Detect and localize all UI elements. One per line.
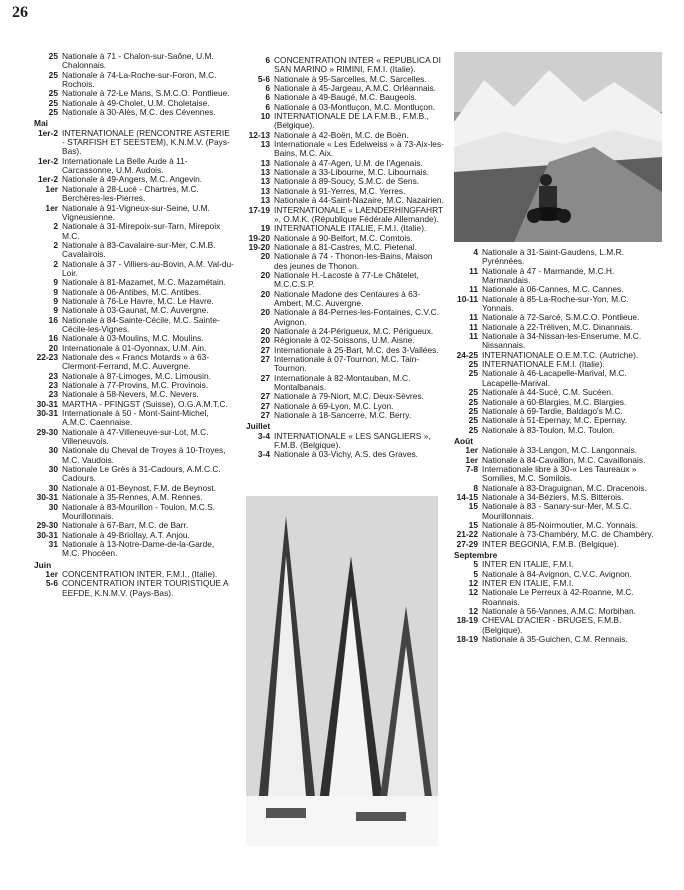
event-date: 25	[468, 396, 478, 407]
event-date: 15	[468, 519, 478, 530]
event-date: 5-6	[257, 73, 270, 84]
event-description: Nationale à 49-Baugé, M.C. Baugeois.	[274, 92, 417, 103]
event-date: 9	[53, 295, 58, 306]
event-date: 10-11	[457, 293, 478, 304]
event-description: Nationale à 91-Vigneux-sur-Seine, U.M. Vigneusienne.	[62, 202, 210, 222]
event-description: Nationale à 72-Le Mans, S.M.C.O. Pontlieue.	[62, 88, 230, 99]
event-description: Nationale à 28-Lucé - Chartres, M.C. Berchères-les-Pierres.	[62, 183, 199, 204]
event-description: INTERNATIONALE ITALIE, F.M.I. (Italie).	[274, 223, 427, 234]
event-date: 5	[473, 559, 478, 570]
event-entry	[246, 140, 446, 159]
event-entry	[34, 579, 234, 598]
event-date: 23	[48, 389, 58, 400]
event-entry	[454, 369, 662, 388]
event-description: Nationale à 06-Antibes, M.C. Antibes.	[62, 286, 202, 297]
event-description: Nationale à 83-Mourillon - Toulon, M.C.S. Mourillonnais.	[62, 501, 215, 521]
event-description: Nationale Le Perreux à 42-Roanne, M.C. Roannais.	[482, 587, 634, 607]
event-description: Nationale à 69-Tardie, Baldago's M.C.	[482, 405, 623, 416]
event-description: INTERNATIONALE O.E.M.T.C. (Autriche).	[482, 349, 639, 360]
event-date: 30-31	[36, 529, 58, 540]
event-description: Nationale à 73-Chambéry, M.C. de Chambéry.	[482, 529, 654, 540]
event-date: 4	[473, 247, 478, 257]
event-description: Nationale à 84-Pernes-les-Fontaines, C.V.C. Avignon.	[274, 307, 439, 327]
event-date: 10	[260, 111, 270, 122]
event-description: Nationale à 74 - Thonon-les-Bains, Maison des jeunes de Thonon.	[274, 251, 433, 271]
event-description: INTER EN ITALIE, F.M.I.	[482, 578, 574, 589]
event-date: 13	[260, 157, 270, 168]
event-description: Nationale à 79-Niort, M.C. Deux-Sèvres.	[274, 391, 424, 402]
event-entry	[246, 56, 446, 75]
event-date: 3-4	[257, 430, 270, 441]
event-description: Nationale à 95-Sarcelles, M.C. Sarcelles.	[274, 73, 427, 84]
event-entry	[246, 355, 446, 374]
event-description: Internationale à 01-Oyonnax, U.M. Ain.	[62, 342, 207, 353]
event-description: Régionale à 02-Soissons, U.M. Aisne.	[274, 335, 415, 346]
event-description: Nationale des « Francs Motards » à 63-Clermont-Ferrand, M.C. Auvergne.	[62, 352, 210, 372]
event-description: INTERNATIONALE DE LA F.M.B., F.M.B., (Belgique).	[274, 111, 429, 131]
event-date: 25	[48, 107, 58, 118]
event-description: Nationale à 76-Le Havre, M.C. Le Havre.	[62, 295, 214, 306]
event-entry	[246, 290, 446, 309]
event-entry	[246, 308, 446, 327]
event-date: 12	[468, 587, 478, 598]
event-description: Nationale à 35-Guichen, C.M. Rennais.	[482, 634, 628, 645]
event-description: Nationale Le Grès à 31-Cadours, A.M.C.C. Cadours.	[62, 464, 221, 484]
event-description: Nationale à 03-Gaunat, M.C. Auvergne.	[62, 305, 209, 316]
event-date: 13	[260, 139, 270, 150]
event-date: 20	[260, 307, 270, 318]
event-entry	[454, 465, 662, 484]
event-date: 1er-2	[37, 155, 58, 166]
event-description: Nationale à 71 - Chalon-sur-Saône, U.M. Chalonnais.	[62, 51, 214, 71]
event-date: 11	[469, 321, 478, 332]
event-date: 27	[260, 344, 270, 355]
event-entry	[454, 635, 662, 644]
event-entry	[454, 248, 662, 267]
event-entry	[454, 540, 662, 549]
event-description: Nationale Madone des Centaures à 63-Ambert, M.C. Auvergne.	[274, 288, 421, 308]
event-date: 16	[48, 314, 58, 325]
event-description: Nationale à 51-Epernay, M.C. Epernay.	[482, 415, 627, 426]
event-entry	[34, 540, 234, 559]
event-date: 20	[48, 342, 58, 353]
event-description: Nationale à 81-Castres, M.C. Pietenal.	[274, 241, 417, 252]
event-entry	[246, 252, 446, 271]
event-date: 6	[265, 92, 270, 103]
event-date: 18-19	[456, 615, 478, 626]
event-description: Internationale libre à 30-« Les Taureaux » Somilies, M.C. Somilois.	[482, 463, 637, 484]
event-date: 25	[48, 97, 58, 108]
month-heading: Juin	[34, 559, 52, 570]
column-3	[454, 248, 662, 644]
month-heading: Mai	[34, 118, 48, 129]
event-description: Nationale à 49-Cholet, U.M. Choletaise.	[62, 97, 210, 108]
event-entry	[34, 353, 234, 372]
event-description: CONCENTRATION INTER « REPUBLICA DI SAN MARINO » RIMINI, F.M.I. (Italie).	[274, 55, 441, 75]
event-date: 25	[468, 424, 478, 435]
event-entry	[34, 241, 234, 260]
event-description: Nationale à 84-Sainte-Cécile, M.C. Sainte-Cécile-les-Vignes.	[62, 314, 220, 334]
event-description: Nationale à 13-Notre-Dame-de-la-Garde, M.C. Phocéen.	[62, 538, 215, 559]
event-description: Internationale à 82-Montauban, M.C. Montalbanais.	[274, 372, 411, 393]
event-description: Nationale à 85-Noirmoutier, M.C. Yonnais.	[482, 519, 638, 530]
month-heading: Septembre	[454, 550, 498, 560]
event-date: 20	[260, 269, 270, 280]
event-entry	[246, 450, 446, 459]
event-description: Nationale à 90-Belfort, M.C. Comtois.	[274, 232, 413, 243]
event-date: 18-19	[456, 634, 478, 645]
event-date: 9	[53, 286, 58, 297]
event-date: 25	[468, 405, 478, 416]
event-date: 31	[48, 538, 58, 549]
event-date: 21-22	[456, 529, 478, 540]
event-description: Nationale à 33-Libourne, M.C. Libournais.	[274, 167, 430, 178]
event-date: 11	[469, 284, 478, 295]
event-description: Nationale à 24-Périgueux, M.C. Périgueux.	[274, 325, 434, 336]
event-description: Internationale La Belle Aude à 11-Carcassonne, U.M. Audois.	[62, 155, 188, 176]
event-date: 17-19	[248, 204, 270, 215]
event-description: CONCENTRATION INTER, F.M.I., (Italie).	[62, 568, 218, 579]
event-date: 27-29	[456, 538, 478, 549]
event-date: 27	[260, 410, 270, 421]
event-entry	[454, 426, 662, 435]
event-date: 30-31	[36, 492, 58, 503]
event-date: 2	[53, 221, 58, 232]
event-description: Nationale à 22-Tréliven, M.C. Dinannais.	[482, 321, 633, 332]
event-description: Nationale à 03-Moulins, M.C. Moulins.	[62, 333, 204, 344]
event-description: Nationale à 58-Nevers, M.C. Nevers.	[62, 389, 199, 400]
event-entry	[34, 52, 234, 71]
event-date: 14-15	[456, 491, 478, 502]
event-description: Nationale à 83-Cavalaire-sur-Mer, C.M.B. Cavalairois.	[62, 239, 216, 260]
event-date: 25	[468, 415, 478, 426]
event-entry	[34, 204, 234, 223]
event-description: Nationale du Cheval de Troyes à 10-Troyes, M.C. Vaudois.	[62, 445, 226, 465]
event-description: Nationale à 34-Nissan-les-Enserume, M.C. Nissannais.	[482, 331, 642, 351]
event-description: Nationale à 45-Jargeau, A.M.C. Orléannais.	[274, 83, 437, 94]
event-description: Nationale à 46-Lacapelle-Marival, M.C. Lacapelle-Marival.	[482, 368, 627, 388]
event-date: 13	[260, 176, 270, 187]
event-date: 20	[260, 335, 270, 346]
event-entry	[454, 295, 662, 314]
event-date: 29-30	[36, 426, 58, 437]
event-entry	[34, 316, 234, 335]
event-date: 30	[48, 464, 58, 475]
event-date: 30	[48, 501, 58, 512]
event-description: Nationale H.-Lacoste à 77-Le Châtelet, M.C.C.S.P.	[274, 269, 419, 290]
event-entry	[454, 332, 662, 351]
event-description: Nationale à 81-Mazamet, M.C. Mazamétain.	[62, 277, 226, 288]
event-description: Nationale à 47-Agen, U.M. de l'Agenais.	[274, 157, 423, 168]
event-date: 25	[48, 69, 58, 80]
event-date: 1er	[45, 183, 58, 194]
event-entry	[34, 108, 234, 117]
event-description: Nationale à 85-La-Roche-sur-Yon, M.C. Yonnais.	[482, 293, 629, 314]
event-description: Nationale à 60-Blargies, M.C. Blargies.	[482, 396, 627, 407]
event-entry	[246, 411, 446, 420]
event-description: Nationale à 47 - Marmande, M.C.H. Marmandais.	[482, 265, 615, 286]
event-date: 15	[468, 501, 478, 512]
mountain-motorcycle-photo	[454, 52, 662, 242]
event-description: INTER BEGONIA, F.M.B. (Belgique).	[482, 538, 619, 549]
event-description: Internationale à 50 - Mont-Saint-Michel, A.M.C. Caennaise.	[62, 408, 209, 428]
event-date: 1er	[465, 454, 478, 465]
event-description: Nationale à 34-Béziers, M.S. Bitterois.	[482, 491, 624, 502]
column-2	[246, 56, 446, 460]
event-entry	[34, 503, 234, 522]
event-description: Internationale à 07-Tournon, M.C. Tain-Tournon.	[274, 354, 420, 374]
event-date: 27	[260, 372, 270, 383]
event-description: Nationale à 69-Lyon, M.C. Lyon.	[274, 400, 394, 411]
event-description: Nationale à 37 - Villiers-au-Bovin, A.M. Val-du-Loir.	[62, 258, 234, 278]
event-description: Nationale à 44-Sucé, C.M. Sucéen.	[482, 387, 614, 398]
event-entry	[34, 222, 234, 241]
event-date: 22-23	[36, 352, 58, 362]
event-description: Nationale à 84-Cavaillon, M.C. Cavaillonais.	[482, 454, 646, 465]
event-description: Nationale à 91-Yerres, M.C. Yerres.	[274, 185, 406, 196]
event-date: 25	[48, 88, 58, 99]
event-date: 1er	[45, 568, 58, 579]
event-date: 19-20	[248, 232, 270, 243]
event-description: INTERNATIONALE « LAENDERHINGFAHRT », O.M.K. (République Fédérale Allemande).	[274, 204, 443, 224]
event-date: 1er	[465, 445, 478, 456]
event-description: Nationale à 03-Montluçon, M.C. Montluçon.	[274, 101, 436, 112]
event-entry	[246, 432, 446, 451]
event-entry	[454, 588, 662, 607]
event-description: Nationale à 03-Vichy, A.S. des Graves.	[274, 449, 419, 460]
event-date: 25	[48, 51, 58, 61]
event-description: CHEVAL D'ACIER - BRUGES, F.M.B. (Belgique).	[482, 615, 622, 635]
event-date: 5	[473, 568, 478, 579]
event-description: Nationale à 56-Vannes, A.M.C. Morbihan.	[482, 606, 636, 617]
event-description: CONCENTRATION INTER TOURISTIQUE A EEFDE, K.N.M.V. (Pays-Bas).	[62, 578, 229, 598]
event-date: 16	[48, 333, 58, 344]
event-description: Nationale à 31-Mirepoix-sur-Tarn, Mirepoix M.C.	[62, 221, 221, 241]
event-description: INTER EN ITALIE, F.M.I.	[482, 559, 574, 570]
event-description: Nationale à 74-La-Roche-sur-Foron, M.C. Rochois.	[62, 69, 217, 90]
event-date: 20	[260, 288, 270, 299]
event-entry	[34, 446, 234, 465]
event-entry	[246, 112, 446, 131]
column-1	[34, 52, 234, 598]
event-date: 27	[260, 400, 270, 411]
event-entry	[34, 129, 234, 157]
event-date: 5-6	[45, 578, 58, 589]
event-description: INTERNATIONALE « LES SANGLIERS », F.M.B. (Belgique).	[274, 430, 431, 451]
event-description: Nationale à 84-Avignon, C.V.C. Avignon.	[482, 568, 632, 579]
event-description: Nationale à 89-Soucy, S.M.C. de Sens.	[274, 176, 420, 187]
event-description: Nationale à 83 - Sanary-sur-Mer, M.S.C. Mourillonnais.	[482, 501, 632, 521]
event-entry	[246, 206, 446, 225]
event-date: 27	[260, 391, 270, 402]
event-date: 30-31	[36, 398, 58, 409]
event-date: 25	[468, 359, 478, 370]
event-description: Nationale à 87-Limoges, M.C. Limousin.	[62, 370, 211, 381]
event-date: 30	[48, 445, 58, 456]
event-description: Nationale à 35-Rennes, A.M. Rennes.	[62, 492, 203, 503]
event-date: 7-8	[465, 463, 478, 474]
event-entry	[34, 185, 234, 204]
page-number: 26	[12, 4, 28, 21]
event-description: INTERNATIONALE (RENCONTRE ASTERIE - STARFISH ET SEESTEM), K.N.M.V. (Pays-Bas).	[62, 127, 230, 157]
event-date: 3-4	[257, 449, 270, 460]
event-date: 1er-2	[37, 174, 58, 185]
event-date: 24-25	[456, 349, 478, 360]
month-heading: Août	[454, 435, 474, 446]
event-date: 19	[260, 223, 270, 234]
event-description: Nationale à 01-Beynost, F.M. de Beynost.	[62, 482, 217, 493]
event-description: MARTHA - PFINGST (Suisse), O.G.A.M.T.C.	[62, 398, 228, 409]
event-date: 13	[260, 195, 270, 206]
event-date: 23	[48, 370, 58, 381]
event-date: 6	[265, 55, 270, 65]
event-description: Nationale à 77-Provins, M.C. Provinois.	[62, 380, 209, 391]
event-entry	[454, 502, 662, 521]
event-date: 1er	[45, 202, 58, 213]
event-entry	[34, 428, 234, 447]
event-description: Nationale à 47-Villeneuve-sur-Lot, M.C. Villeneuvois.	[62, 426, 209, 447]
event-description: Nationale à 49-Briollay, A.T. Anjou.	[62, 529, 190, 540]
event-entry	[454, 616, 662, 635]
event-date: 12	[468, 578, 478, 589]
event-entry	[246, 374, 446, 393]
event-description: Nationale à 44-Saint-Nazaire, M.C. Nazairien.	[274, 195, 444, 206]
event-date: 11	[469, 265, 478, 276]
event-date: 25	[468, 368, 478, 379]
event-date: 11	[469, 331, 478, 342]
event-date: 9	[53, 305, 58, 316]
event-date: 11	[469, 312, 478, 323]
event-date: 8	[473, 482, 478, 493]
event-description: Nationale à 42-Boën, M.C. de Boën.	[274, 129, 409, 140]
snowy-forest-photo	[246, 496, 438, 846]
event-description: Internationale « Les Edelweiss » à 73-Aix-les-Bains, M.C. Aix.	[274, 139, 444, 159]
event-entry	[34, 157, 234, 176]
event-date: 23	[48, 380, 58, 391]
event-entry	[34, 409, 234, 428]
event-date: 29-30	[36, 520, 58, 531]
event-date: 2	[53, 258, 58, 269]
event-description: Nationale à 18-Sancerre, M.C. Berry.	[274, 410, 412, 421]
event-entry	[454, 267, 662, 286]
event-description: Nationale à 72-Sarcé, S.M.C.O. Pontlieue.	[482, 312, 640, 323]
event-date: 12	[468, 606, 478, 617]
event-date: 20	[260, 325, 270, 336]
event-description: Internationale à 25-Bart, M.C. des 3-Vallées.	[274, 344, 439, 355]
event-date: 2	[53, 239, 58, 250]
event-date: 13	[260, 167, 270, 178]
event-description: Nationale à 83-Toulon, M.C. Toulon.	[482, 424, 615, 435]
event-description: Nationale à 33-Langon, M.C. Langonnais.	[482, 445, 638, 456]
event-entry	[34, 465, 234, 484]
event-date: 6	[265, 83, 270, 94]
event-date: 30-31	[36, 408, 58, 419]
event-description: Nationale à 67-Barr, M.C. de Barr.	[62, 520, 189, 531]
event-date: 25	[468, 387, 478, 398]
event-description: Nationale à 83-Draguignan, M.C. Dracenois.	[482, 482, 647, 493]
event-date: 30	[48, 482, 58, 493]
event-date: 1er-2	[37, 127, 58, 138]
event-description: INTERNATIONALE F.M.I. (Italie).	[482, 359, 605, 370]
event-description: Nationale à 06-Cannes, M.C. Cannes.	[482, 284, 624, 295]
event-entry	[34, 71, 234, 90]
event-date: 19-20	[248, 241, 270, 252]
event-date: 20	[260, 251, 270, 262]
event-date: 9	[53, 277, 58, 288]
event-entry	[34, 260, 234, 279]
event-date: 27	[260, 354, 270, 364]
month-heading: Juillet	[246, 421, 271, 432]
event-entry	[246, 271, 446, 290]
event-date: 6	[265, 101, 270, 112]
event-description: Nationale à 49-Angers, M.C. Angevin.	[62, 174, 203, 185]
event-description: Nationale à 30-Alès, M.C. des Cévennes.	[62, 107, 216, 118]
event-description: Nationale à 31-Saint-Gaudens, L.M.R. Pyrénnées.	[482, 247, 624, 267]
event-date: 12-13	[248, 129, 270, 140]
event-date: 13	[260, 185, 270, 196]
